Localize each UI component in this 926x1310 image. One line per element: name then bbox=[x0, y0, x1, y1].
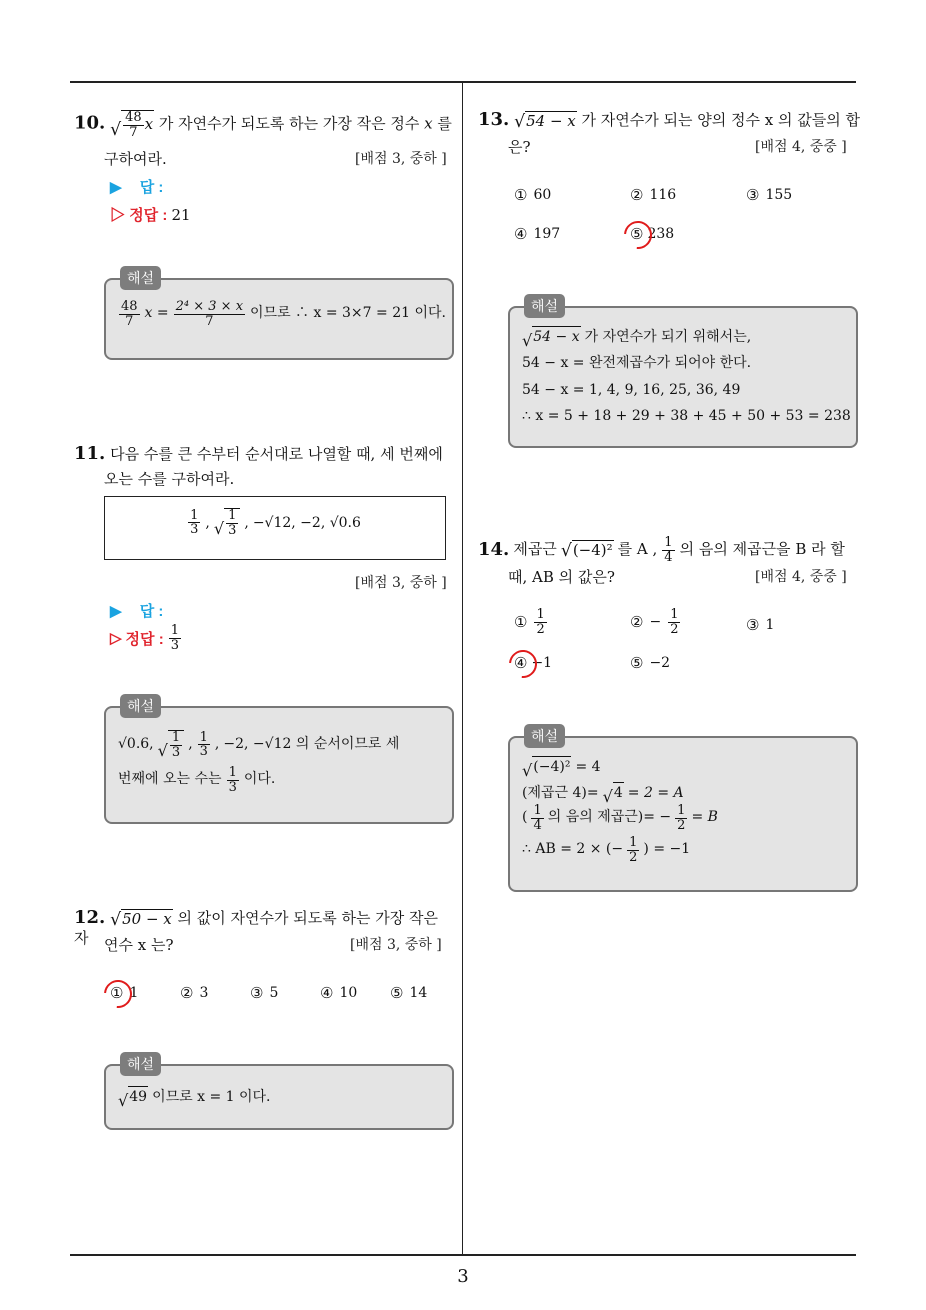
answer-marker-icon: ▶ bbox=[110, 603, 122, 620]
solution-tag: 해설 bbox=[120, 694, 161, 718]
solution-line-1: √0.6, √ $\frac{1}{3}$ , $\frac{1}{3}$ , −2, −√12 의 순서이므로 세 bbox=[118, 729, 400, 761]
question-11 bbox=[74, 442, 456, 465]
page-number: 3 bbox=[457, 1266, 469, 1287]
question-10: 10. √ $\frac{48}{7}$ x 가 자연수가 되도록 하는 가장 작은 정수 x 를 bbox=[74, 110, 452, 141]
choice-4[interactable]: ④ −1 bbox=[514, 654, 553, 672]
question-number: 10. bbox=[74, 112, 106, 134]
answer-marker-icon: ▶ bbox=[110, 179, 122, 196]
column-divider bbox=[462, 82, 463, 1254]
choice-5[interactable]: ⑤ 14 bbox=[390, 984, 428, 1002]
selected-answer-circle bbox=[503, 644, 542, 683]
question-text: 가 자연수가 되도록 하는 가장 작은 정수 bbox=[158, 114, 420, 133]
solution-tag: 해설 bbox=[120, 266, 161, 290]
correct-answer-row: ▷ 정답 : $\frac{1}{3}$ bbox=[110, 623, 179, 653]
solution-line-1: √ 54 − x 가 자연수가 되기 위해서는, bbox=[522, 326, 751, 349]
correct-answer-value: $\frac{1}{3}$ bbox=[170, 623, 179, 653]
top-rule bbox=[70, 81, 856, 83]
sqrt-expression: √ $\frac{48}{7}$ x bbox=[110, 110, 154, 141]
question-text-line2: 연수 x 는? bbox=[104, 936, 174, 954]
question-text: 의 값이 자연수가 되도록 하는 가장 작은 자 bbox=[74, 909, 438, 948]
choice-2[interactable]: ② − $\frac{1}{2}$ bbox=[630, 607, 679, 637]
choice-4[interactable]: ④ 197 bbox=[514, 225, 561, 243]
solution-line-4: ∴ AB = 2 × (− $\frac{1}{2}$ ) = −1 bbox=[522, 835, 691, 865]
correct-answer-value: 21 bbox=[171, 206, 191, 224]
question-12: 12. √ 50 − x 의 값이 자연수가 되도록 하는 가장 작은 자 bbox=[74, 907, 438, 948]
score-label: [배점 3, 중하 ] bbox=[350, 937, 442, 953]
question-text: 다음 수를 큰 수부터 순서대로 나열할 때, 세 번째에 bbox=[110, 445, 443, 463]
question-text: 의 음의 제곱근을 B 라 할 bbox=[679, 540, 845, 559]
correct-answer-row: ▷ 정답 : 21 bbox=[110, 206, 191, 224]
solution-line-3: ( $\frac{1}{4}$ 의 음의 제곱근)= − $\frac{1}{2}$ = B bbox=[522, 803, 718, 833]
choice-5[interactable]: ⑤ 238 bbox=[630, 225, 675, 243]
score-label: [배점 3, 중하 ] bbox=[355, 151, 447, 167]
correct-marker-icon: ▷ bbox=[110, 207, 126, 224]
solution-text: $\frac{48}{7}$ x = $\frac{\text{2⁴ × 3 × x}}{7}$ 이므로 ∴ x = 3×7 = 21 이다. bbox=[121, 299, 446, 329]
choice-5[interactable]: ⑤ −2 bbox=[630, 654, 671, 672]
score-label: [배점 4, 중중 ] bbox=[755, 139, 847, 155]
solution-line-3: 54 − x = 1, 4, 9, 16, 25, 36, 49 bbox=[522, 382, 741, 398]
question-text-line2: 때, AB 의 값은? bbox=[508, 568, 615, 586]
solution-line-2: (제곱근 4)= √ 4 = 2 = A bbox=[522, 782, 684, 805]
answer-row: ▶ 답 : bbox=[110, 603, 164, 620]
solution-box bbox=[104, 706, 454, 824]
question-13: 13. √ 54 − x 가 자연수가 되는 양의 정수 x 의 값들의 합 bbox=[478, 109, 860, 132]
choice-3[interactable]: ③ 1 bbox=[746, 616, 775, 634]
question-text: 가 자연수가 되는 양의 정수 x 의 값들의 합 bbox=[581, 111, 860, 129]
selected-answer-circle bbox=[98, 974, 137, 1013]
choice-4[interactable]: ④ 10 bbox=[320, 984, 358, 1002]
solution-line-1: √ (−4)² = 4 bbox=[522, 756, 601, 779]
choice-1[interactable]: ① $\frac{1}{2}$ bbox=[514, 607, 545, 637]
question-number: 11. bbox=[74, 443, 106, 464]
choice-2[interactable]: ② 116 bbox=[630, 186, 677, 204]
solution-tag: 해설 bbox=[524, 724, 565, 748]
bottom-rule bbox=[70, 1254, 856, 1256]
correct-marker-icon: ▷ bbox=[110, 630, 122, 648]
solution-tag: 해설 bbox=[524, 294, 565, 318]
selected-answer-circle bbox=[618, 215, 657, 254]
question-number: 14. bbox=[478, 539, 510, 561]
question-14: 14. 제곱근 √ (−4)² 를 A , $\frac{1}{4}$ 의 음의 제곱근을 B 라 할 bbox=[478, 535, 845, 565]
question-text-line2: 은? bbox=[508, 138, 531, 156]
score-label: [배점 3, 중하 ] bbox=[355, 575, 447, 591]
choice-3[interactable]: ③ 5 bbox=[250, 984, 279, 1002]
answer-row: ▶ 답 : bbox=[110, 179, 164, 196]
question-number: 12. bbox=[74, 907, 106, 928]
choice-1[interactable]: ① 60 bbox=[514, 186, 552, 204]
given-numbers: $\frac{1}{3}$ , √ $\frac{1}{3}$ , −√12, −2, √0.6 bbox=[190, 507, 361, 539]
choice-1[interactable]: ① 1 bbox=[110, 984, 139, 1002]
score-label: [배점 4, 중중 ] bbox=[755, 569, 847, 585]
solution-line-2: 번째에 오는 수는 $\frac{1}{3}$ 이다. bbox=[118, 765, 276, 795]
solution-line-4: ∴ x = 5 + 18 + 29 + 38 + 45 + 50 + 53 = 238 bbox=[522, 408, 851, 424]
question-number: 13. bbox=[478, 109, 510, 130]
solution-line-2: 54 − x = 완전제곱수가 되어야 한다. bbox=[522, 355, 752, 371]
solution-text: √ 49 이므로 x = 1 이다. bbox=[118, 1086, 271, 1109]
question-text-line2: 오는 수를 구하여라. bbox=[104, 470, 235, 488]
solution-tag: 해설 bbox=[120, 1052, 161, 1076]
choice-2[interactable]: ② 3 bbox=[180, 984, 209, 1002]
question-text-line2: 구하여라. bbox=[104, 150, 167, 168]
choice-3[interactable]: ③ 155 bbox=[746, 186, 793, 204]
